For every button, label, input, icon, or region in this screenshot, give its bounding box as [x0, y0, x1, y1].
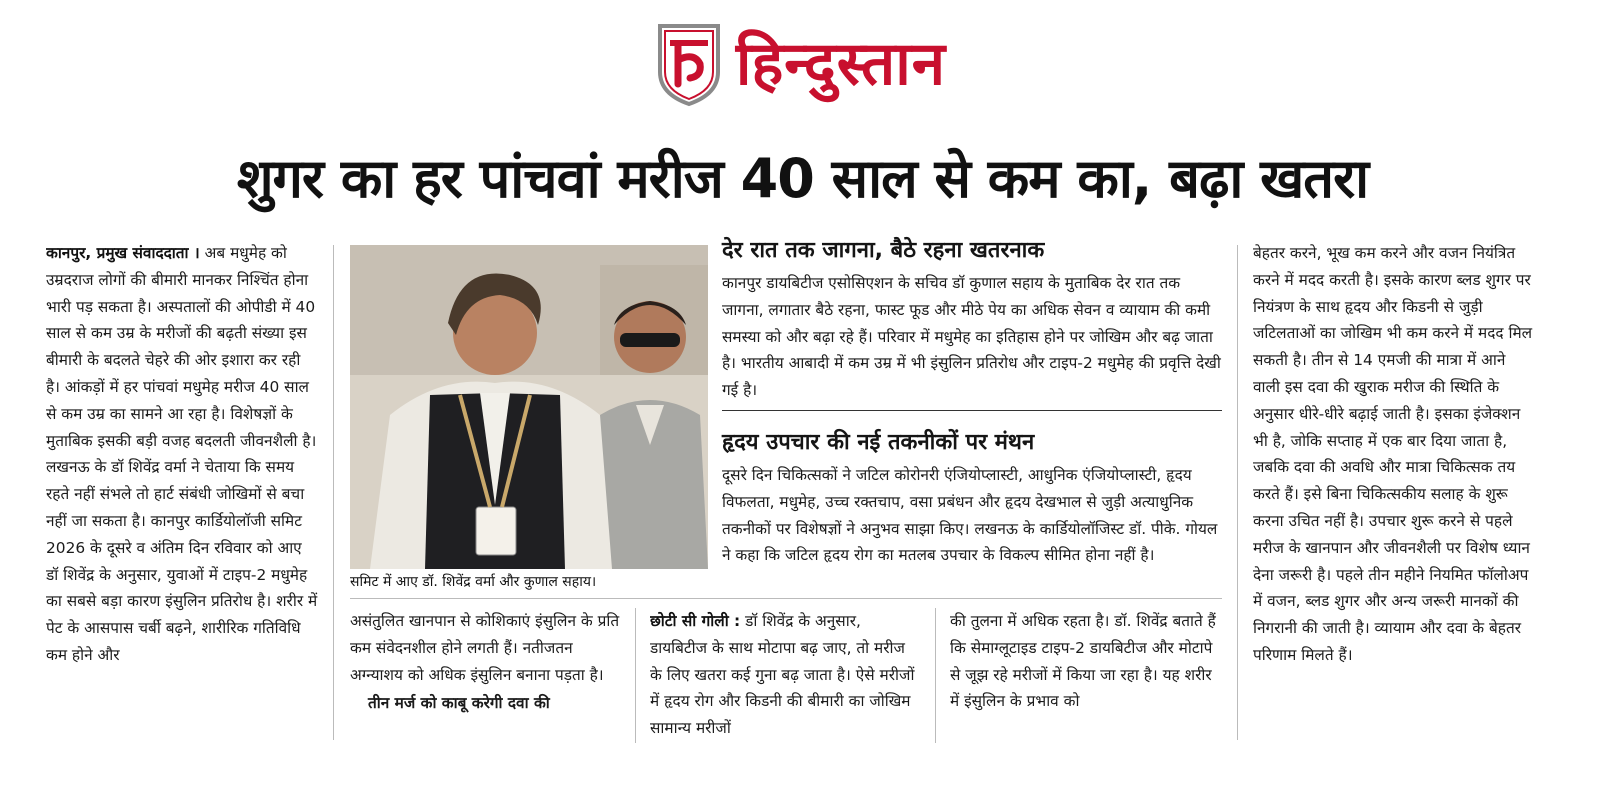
article-photo: [350, 245, 708, 569]
column-divider: [935, 608, 936, 743]
column-divider: [333, 245, 334, 740]
lower-column-1-text: असंतुलित खानपान से कोशिकाएं इंसुलिन के प्रति कम संवेदनशील होने लगती हैं। नतीजतन अग्न्याशय को अधिक इंसुलिन बनाना पड़ता है।: [350, 612, 620, 684]
article-column-left: [46, 240, 318, 740]
section-heading-late-nights: देर रात तक जागना, बैठे रहना खतरनाक: [722, 238, 1045, 263]
column-divider: [1237, 245, 1238, 740]
section-text-late-nights: कानपुर डायबिटीज एसोसिएशन के सचिव डॉ कुणाल सहाय के मुताबिक देर रात तक जागना, लगातार बैठे रहना, फास्ट फूड और मीठे पेय का अधिक सेवन व व्यायाम की कमी समस्या को और बढ़ा रहे हैं। परिवार में मधुमेह का इतिहास होने पर जोखिम और बढ़ जाता है। भारतीय आबादी में कम उम्र में भी इंसुलिन प्रतिरोध और टाइप-2 मधुमेह की प्रवृत्ति देखी गई है।: [722, 274, 1221, 400]
section-heading-heart-treatment: हृदय उपचार की नई तकनीकों पर मंथन: [722, 430, 1035, 455]
lower-column-1: [350, 608, 620, 748]
lower-column-2: [650, 608, 920, 748]
drug-subheading: तीन मर्ज को काबू करेगी दवा की: [368, 694, 550, 713]
photo-illustration: [350, 245, 708, 569]
lower-column-2-text: डॉ शिवेंद्र के अनुसार, डायबिटीज के साथ मोटापा बढ़ जाए, तो मरीज के लिए खतरा कई गुना बढ़ जाता है। ऐसे मरीजों में हृदय रोग और किडनी की बीमारी का जोखिम सामान्य मरीजों: [650, 612, 915, 738]
section-divider: [722, 410, 1222, 411]
headline: शुगर का हर पांचवां मरीज 40 साल से कम का, बढ़ा खतरा: [236, 147, 1369, 210]
dateline: कानपुर, प्रमुख संवाददाता ।: [46, 244, 200, 262]
hindustan-shield-logo-icon: [654, 20, 724, 108]
section-text-heart-treatment: दूसरे दिन चिकित्सकों ने जटिल कोरोनरी एंजियोप्लास्टी, आधुनिक एंजियोप्लास्टी, हृदय विफलता, मधुमेह, उच्च रक्तचाप, वसा प्रबंधन और हृदय देखभाल से जुड़ी अत्याधुनिक तकनीकों पर विशेषज्ञों ने अनुभव साझा किए। लखनऊ के कार्डियोलॉजिस्ट डॉ. पीके. गोयल ने कहा कि जटिल हृदय रोग का मतलब उपचार के विकल्प सीमित होना नहीं है।: [722, 466, 1218, 565]
column-divider: [635, 608, 636, 743]
lower-divider: [350, 598, 1222, 599]
photo-caption: समिट में आए डॉ. शिवेंद्र वर्मा और कुणाल सहाय।: [350, 574, 597, 590]
lower-column-3: की तुलना में अधिक रहता है। डॉ. शिवेंद्र बताते हैं कि सेमाग्लूटाइड टाइप-2 डायबिटीज और मोटापे से जूझ रहे मरीजों में किया जा रहा है। यह शरीर में इंसुलिन के प्रभाव को: [950, 612, 1216, 711]
small-pill-lead: छोटी सी गोली :: [650, 612, 741, 630]
article-column-right: बेहतर करने, भूख कम करने और वजन नियंत्रित करने में मदद करती है। इसके कारण ब्लड शुगर पर नियंत्रण के साथ हृदय और किडनी से जुड़ी जटिलताओं का जोखिम भी कम करने में मदद मिल सकती है। तीन से 14 एमजी की मात्रा में आने वाली इस दवा की खुराक मरीज की स्थिति के अनुसार धीरे-धीरे बढ़ाई जाती है। इसका इंजेक्शन भी है, जोकि सप्ताह में एक बार दिया जाता है, जबकि दवा की अवधि और मात्रा चिकित्सक तय करते हैं। इसे बिना चिकित्सकीय सलाह के शुरू करना उचित नहीं है। उपचार शुरू करने से पहले मरीज के खानपान और जीवनशैली पर विशेष ध्यान देना जरूरी है। पहले तीन महीने नियमित फॉलोअप में वजन, ब्लड शुगर और अन्य जरूरी मानकों की निगरानी की जाती है। व्यायाम और दवा के बेहतर परिणाम मिलते हैं।: [1253, 244, 1533, 664]
masthead: [0, 14, 1600, 114]
masthead-title: हिन्दुस्तान: [735, 29, 947, 99]
column-left-text: अब मधुमेह को उम्रदराज लोगों की बीमारी मानकर निश्चिंत होना भारी पड़ सकता है। अस्पतालों की ओपीडी में 40 साल से कम उम्र के मरीजों की बढ़ती संख्या इस बीमारी के बदलते चेहरे की ओर इशारा कर रही है। आंकड़ों में हर पांचवां मधुमेह मरीज 40 साल से कम उम्र का सामने आ रहा है। विशेषज्ञों के मुताबिक इसकी बड़ी वजह बदलती जीवनशैली है। लखनऊ के डॉ शिवेंद्र वर्मा ने चेताया कि समय रहते नहीं संभले तो हार्ट संबंधी जोखिमों से बचा नहीं जा सकता है। कानपुर कार्डियोलॉजी समिट 2026 के दूसरे व अंतिम दिन रविवार को आए डॉ शिवेंद्र के अनुसार, युवाओं में टाइप-2 मधुमेह का सबसे बड़ा कारण इंसुलिन प्रतिरोध है। शरीर में पेट के आसपास चर्बी बढ़ने, शारीरिक गतिविधि कम होने और: [46, 244, 318, 664]
